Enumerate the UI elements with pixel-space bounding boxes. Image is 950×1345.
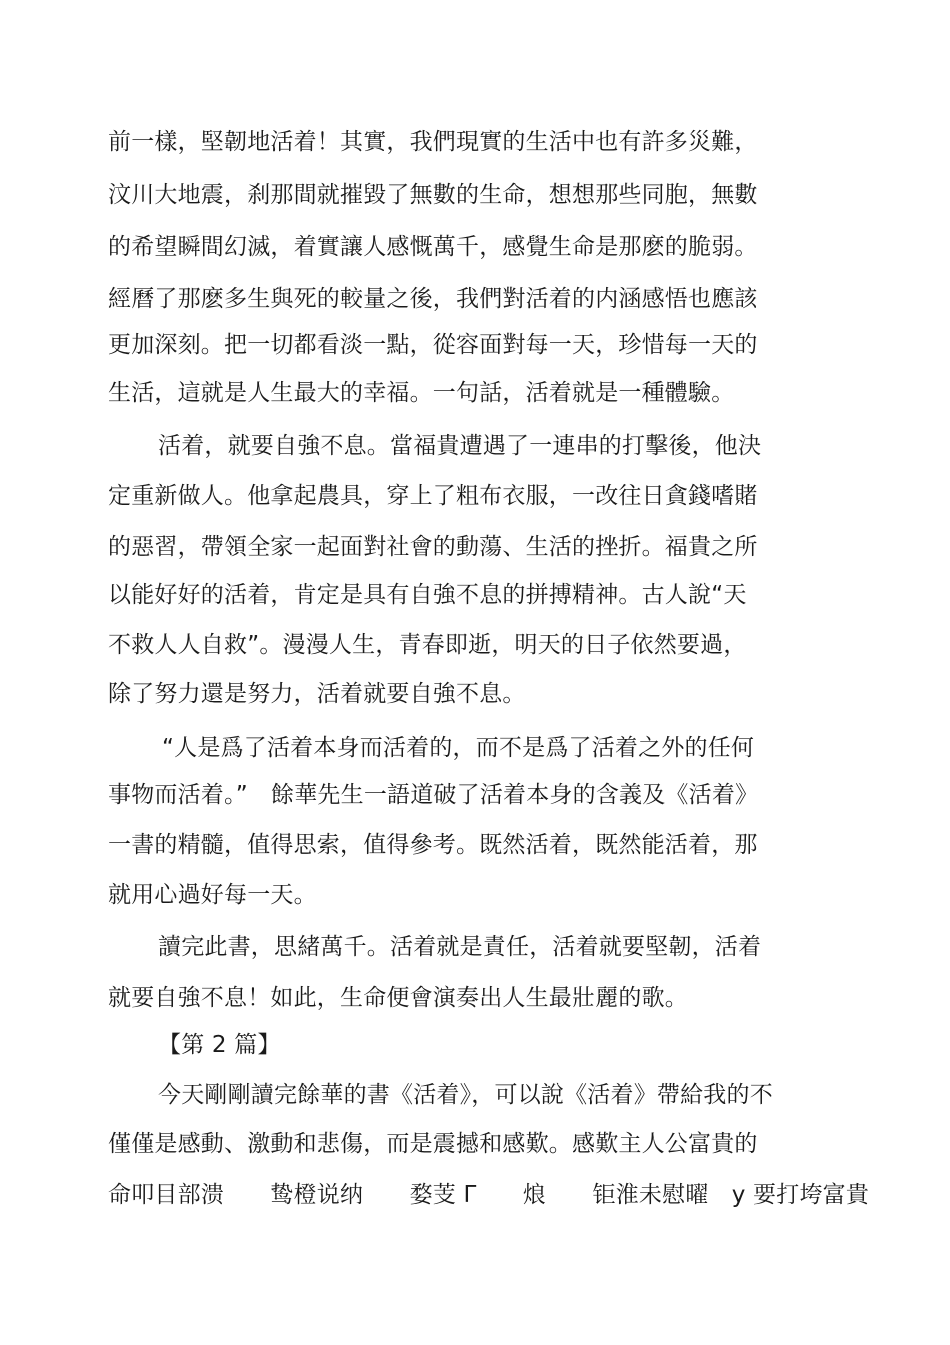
- text-line: 經曆了那麽多生與死的較量之後，我們對活着的内涵感悟也應該: [108, 286, 758, 312]
- text-line: 就要自強不息！如此，生命便會演奏出人生最壯麗的歌。: [108, 985, 688, 1011]
- text-line: 的希望瞬間幻滅，着實讓人感慨萬千，感覺生命是那麽的脆弱。: [108, 234, 758, 260]
- text-line: 命叩目部溃 鸷橙说纳 婺芰 Γ 烺 钜淮未慰曜 y 要打垮富貴: [108, 1182, 870, 1208]
- text-line: 更加深刻。把一切都看淡一點，從容面對每一天，珍惜每一天的: [108, 332, 758, 358]
- paragraph-first-line: 今天剛剛讀完餘華的書《活着》，可以說《活着》帶給我的不: [158, 1082, 773, 1108]
- text-line: 除了努力還是努力，活着就要自強不息。: [108, 681, 526, 707]
- text-line: 定重新做人。他拿起農具，穿上了粗布衣服，一改往日貪錢嗜賭: [108, 483, 758, 509]
- text-line: 汶川大地震，刹那間就摧毀了無數的生命，想想那些同胞，無數: [108, 182, 758, 208]
- text-line: 的惡習，帶領全家一起面對社會的動蕩、生活的挫折。福貴之所: [108, 534, 758, 560]
- text-line: 事物而活着。” 餘華先生一語道破了活着本身的含義及《活着》: [108, 782, 759, 808]
- text-line: 前一樣，堅韌地活着！其實，我們現實的生活中也有許多災難，: [108, 129, 758, 155]
- text-line: 一書的精髓，值得思索，值得參考。既然活着，既然能活着，那: [108, 832, 758, 858]
- paragraph-first-line: 活着，就要自強不息。當福貴遭遇了一連串的打擊後，他決: [158, 433, 762, 459]
- paragraph-first-line: 讀完此書，思緒萬千。活着就是責任，活着就要堅韌，活着: [158, 934, 762, 960]
- text-line: 僅僅是感動、激動和悲傷，而是震撼和感歎。感歎主人公富貴的: [108, 1131, 758, 1157]
- text-line: 就用心過好每一天。: [108, 882, 317, 908]
- text-line: 生活，這就是人生最大的幸福。一句話，活着就是一種體驗。: [108, 380, 735, 406]
- paragraph-first-line: “人是爲了活着本身而活着的，而不是爲了活着之外的任何: [162, 735, 755, 761]
- section-heading: 【第 2 篇】: [158, 1032, 281, 1058]
- text-line: 以能好好的活着，肯定是具有自強不息的拼搏精神。古人說“天: [108, 582, 747, 608]
- text-line: 不救人人自救”。漫漫人生，青春即逝，明天的日子依然要過，: [108, 632, 747, 658]
